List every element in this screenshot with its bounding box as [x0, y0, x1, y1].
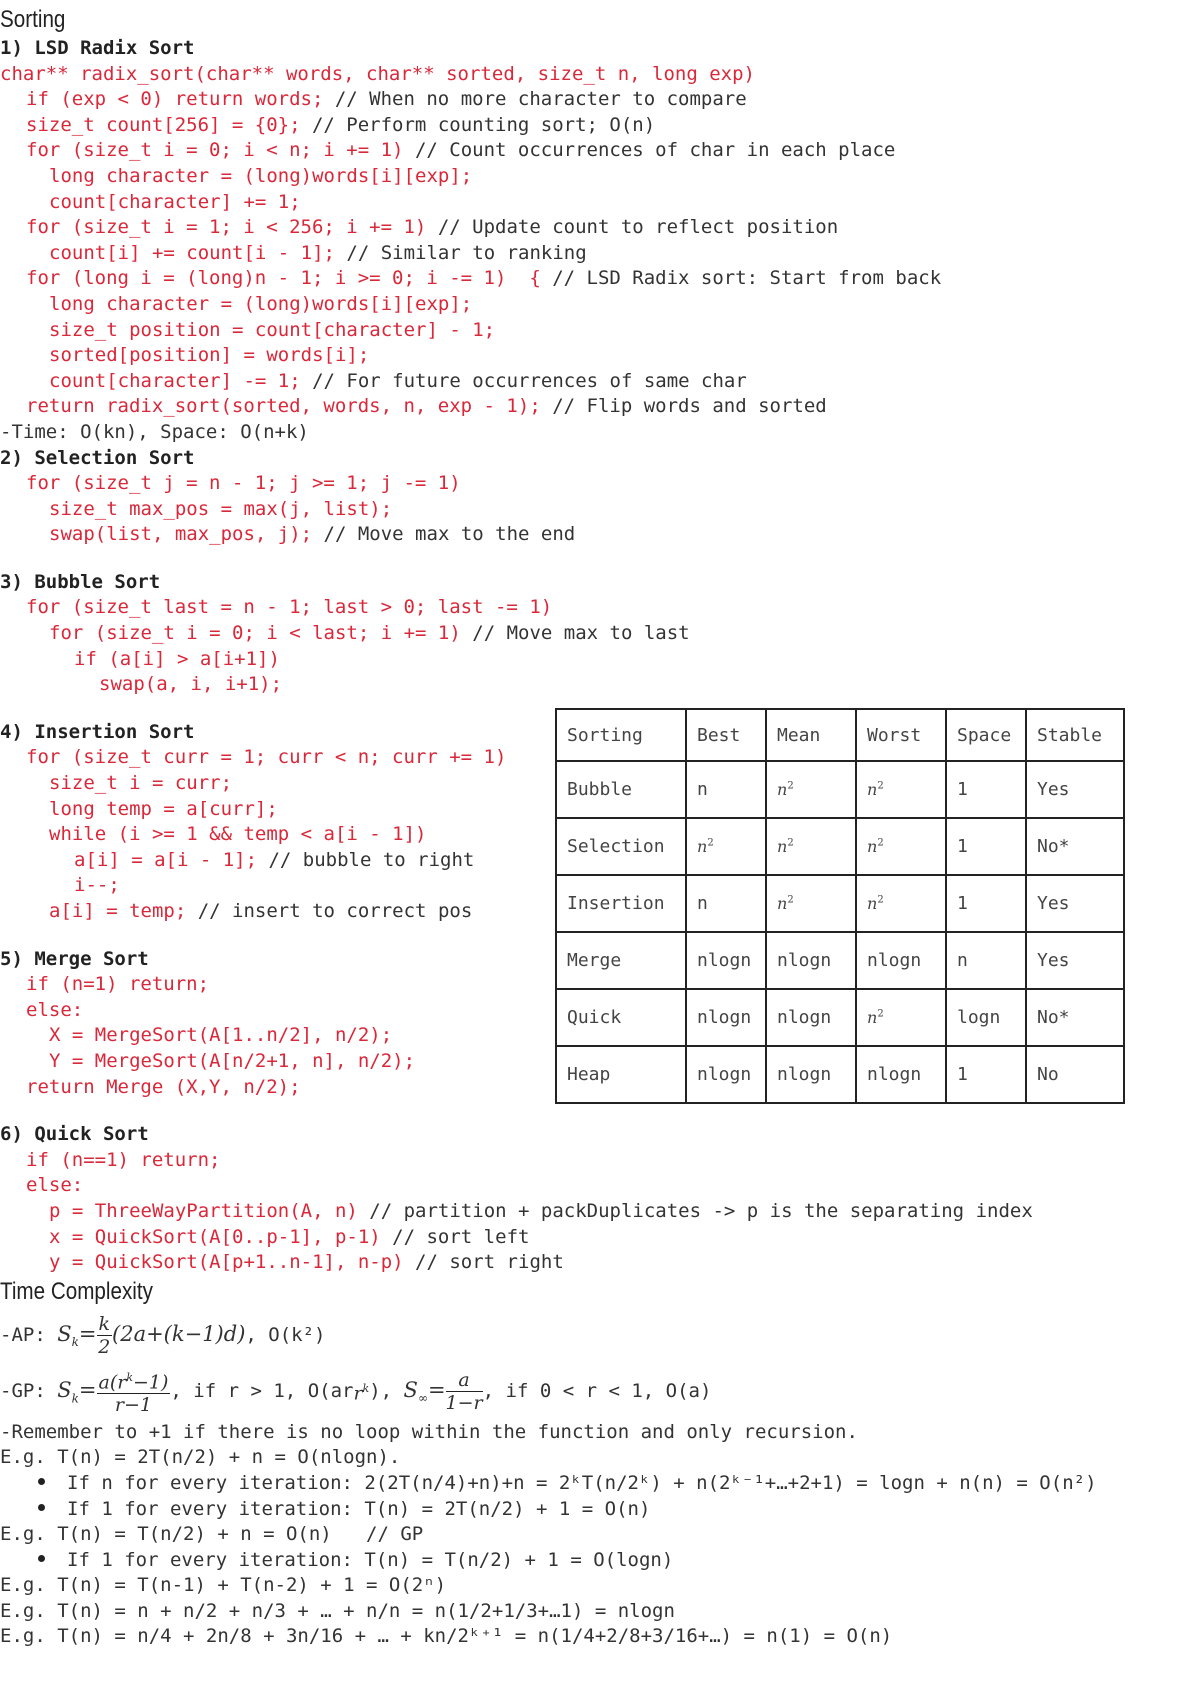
table-row	[556, 761, 1124, 818]
code-line	[0, 595, 1200, 621]
code-comment: // Update count to reflect position	[426, 216, 839, 239]
code-text: else:	[26, 998, 84, 1021]
code-line	[0, 190, 1200, 216]
table-cell: $n^2$	[856, 989, 946, 1046]
code-text: sorted[position] = words[i];	[49, 344, 370, 367]
ap-formula: $S_k=$ $\frac{k}{2}$ (2a+(k−1)d)	[57, 1313, 246, 1359]
table-cell: $n^2$	[856, 818, 946, 875]
page-title: Sorting	[0, 6, 66, 33]
code-line	[0, 1148, 1200, 1174]
code-comment: // Perform counting sort; O(n)	[300, 113, 656, 136]
code-text: if (a[i] > a[i+1])	[74, 647, 280, 670]
bullet-item: If 1 for every iteration: T(n) = 2T(n/2) + 1 = O(n)	[0, 1497, 1200, 1523]
gp-formula-finite: $S_k=$ $\frac{a(r^k-1)}{r-1}$	[57, 1367, 170, 1416]
code-comment: // Count occurrences of char in each place	[403, 139, 896, 162]
example-5: E.g. T(n) = n/4 + 2n/8 + 3n/16 + … + kn/2ᵏ⁺¹ = n(1/4+2/8+3/16+…) = n(1) = O(n)	[0, 1625, 893, 1648]
code-text: for (size_t j = n - 1; j >= 1; j -= 1)	[26, 472, 461, 495]
code-text: swap(a, i, i+1);	[99, 673, 283, 696]
code-text: size_t max_pos = max(j, list);	[49, 497, 393, 520]
code-text: return radix_sort(sorted, words, n, exp - 1);	[26, 395, 541, 418]
table-header-cell: Worst	[856, 709, 946, 761]
table-cell: logn	[946, 989, 1026, 1046]
code-line	[0, 369, 1200, 395]
code-text: for (size_t i = 0; i < last; i += 1)	[49, 622, 461, 645]
table-cell: No*	[1026, 989, 1124, 1046]
table-cell: Selection	[556, 818, 686, 875]
table-cell: Quick	[556, 989, 686, 1046]
table-cell: nlogn	[686, 1046, 766, 1103]
complexity-table	[555, 708, 1125, 1104]
bullet-icon	[38, 1504, 45, 1511]
time-complexity-heading: Time Complexity	[0, 1277, 153, 1305]
table-row	[556, 1046, 1124, 1103]
code-line	[0, 621, 1200, 647]
table-cell: Yes	[1026, 875, 1124, 932]
code-text: a[i] = a[i - 1];	[74, 848, 258, 871]
code-line	[0, 62, 1200, 88]
code-line	[0, 522, 1200, 548]
code-text: y = QuickSort(A[p+1..n-1], n-p)	[49, 1251, 404, 1274]
table-cell: No*	[1026, 818, 1124, 875]
section-heading-bubble: 3) Bubble Sort	[0, 570, 161, 593]
ap-formula-row	[0, 1308, 1200, 1364]
code-text: if (exp < 0) return words;	[26, 88, 324, 111]
code-block-quick	[0, 1148, 1200, 1276]
code-comment: // Flip words and sorted	[540, 395, 827, 418]
table-cell: Merge	[556, 932, 686, 989]
code-text: x = QuickSort(A[0..p-1], p-1)	[49, 1225, 381, 1248]
table-header-cell: Space	[946, 709, 1026, 761]
code-line	[0, 647, 1200, 673]
table-row	[556, 875, 1124, 932]
code-text: for (size_t curr = 1; curr < n; curr += 1)	[26, 746, 507, 769]
code-line	[0, 87, 1200, 113]
code-text: size_t position = count[character] - 1;	[49, 318, 496, 341]
table-cell: nlogn	[856, 1046, 946, 1103]
example-3: E.g. T(n) = T(n-1) + T(n-2) + 1 = O(2ⁿ)	[0, 1574, 447, 1597]
code-line	[0, 672, 1200, 698]
code-line	[0, 241, 1200, 267]
code-line	[0, 394, 1200, 420]
code-line	[0, 471, 1200, 497]
code-line	[0, 1250, 1200, 1276]
code-text: size_t i = curr;	[49, 772, 233, 795]
table-cell: nlogn	[686, 932, 766, 989]
table-header-cell: Sorting	[556, 709, 686, 761]
table-cell: nlogn	[766, 1046, 856, 1103]
section-heading-radix: 1) LSD Radix Sort	[0, 37, 195, 59]
ap-complexity: , O(k²)	[245, 1323, 326, 1346]
code-comment: // When no more character to compare	[323, 88, 747, 111]
section-heading-quick: 6) Quick Sort	[0, 1123, 149, 1146]
table-row	[556, 932, 1124, 989]
code-line	[0, 1225, 1200, 1251]
section-heading-insertion: 4) Insertion Sort	[0, 720, 195, 743]
example-4: E.g. T(n) = n + n/2 + n/3 + … + n/n = n(1/2+1/3+…1) = nlogn	[0, 1599, 675, 1622]
table-cell: nlogn	[856, 932, 946, 989]
table-cell: 1	[946, 875, 1026, 932]
code-text: i--;	[74, 874, 120, 897]
table-cell: n	[946, 932, 1026, 989]
section-heading-merge: 5) Merge Sort	[0, 947, 149, 970]
table-cell: n	[686, 761, 766, 818]
code-line	[0, 292, 1200, 318]
code-line	[0, 343, 1200, 369]
code-block-bubble	[0, 595, 1200, 697]
table-cell: nlogn	[686, 989, 766, 1046]
code-comment: // bubble to right	[257, 848, 475, 871]
code-comment: // partition + packDuplicates -> p is the separating index	[357, 1199, 1033, 1222]
section-heading-selection: 2) Selection Sort	[0, 446, 195, 469]
table-cell: $n^2$	[766, 761, 856, 818]
code-line	[0, 318, 1200, 344]
code-comment: // Similar to ranking	[334, 241, 587, 264]
code-text: Y = MergeSort(A[n/2+1, n], n/2);	[49, 1049, 416, 1072]
table-header-cell: Mean	[766, 709, 856, 761]
code-text: char** radix_sort(char** words, char** sorted, size_t n, long exp)	[0, 62, 755, 85]
code-line	[0, 164, 1200, 190]
code-line	[0, 138, 1200, 164]
code-text: long character = (long)words[i][exp];	[49, 292, 473, 315]
code-text: for (size_t i = 1; i < 256; i += 1)	[26, 216, 427, 239]
code-text: X = MergeSort(A[1..n/2], n/2);	[49, 1024, 393, 1047]
code-line	[0, 113, 1200, 139]
table-header-cell: Stable	[1026, 709, 1124, 761]
gp-formula-infinite: $S_\infty=$ $\frac{a}{1-r}$	[403, 1369, 483, 1415]
code-comment: // For future occurrences of same char	[300, 369, 747, 392]
table-cell: nlogn	[766, 932, 856, 989]
code-line	[0, 266, 1200, 292]
code-text: for (size_t i = 0; i < n; i += 1)	[26, 139, 404, 162]
code-text: size_t count[256] = {0};	[26, 113, 301, 136]
table-cell: 1	[946, 1046, 1026, 1103]
code-comment: // insert to correct pos	[186, 900, 473, 922]
table-cell: Bubble	[556, 761, 686, 818]
code-comment: // Move max to the end	[312, 523, 576, 546]
code-comment: // LSD Radix sort: Start from back	[540, 267, 942, 290]
code-text: count[character] -= 1;	[49, 369, 301, 392]
table-cell: No	[1026, 1046, 1124, 1103]
gp-label: -GP:	[0, 1379, 46, 1402]
bullet-item: If 1 for every iteration: T(n) = T(n/2) + 1 = O(logn)	[0, 1548, 1200, 1574]
table-cell: Heap	[556, 1046, 686, 1103]
code-block-radix	[0, 62, 1200, 420]
code-line	[0, 1173, 1200, 1199]
bullet-icon	[38, 1478, 45, 1485]
table-cell: Insertion	[556, 875, 686, 932]
table-header-row	[556, 709, 1124, 761]
gp-formula-row: -GP: $S_k=$ $\frac{a(r^k-1)}{r-1}$ , if r > 1, O(ar $r^k$ ), $S_\infty=$ $\frac{a}{1-r}$ , if 0 < r < 1, O(a)	[0, 1364, 1200, 1420]
table-cell: Yes	[1026, 761, 1124, 818]
table-header-cell: Best	[686, 709, 766, 761]
bullet-icon	[38, 1555, 45, 1562]
table-cell: 1	[946, 818, 1026, 875]
table-cell: $n^2$	[856, 761, 946, 818]
code-text: if (n==1) return;	[26, 1148, 221, 1171]
table-cell: n	[686, 875, 766, 932]
code-text: count[i] += count[i - 1];	[49, 241, 335, 264]
code-text: return Merge (X,Y, n/2);	[26, 1075, 301, 1098]
code-comment: // sort left	[380, 1225, 530, 1248]
code-text: for (size_t last = n - 1; last > 0; last -= 1)	[26, 596, 553, 619]
code-text: p = ThreeWayPartition(A, n)	[49, 1199, 358, 1222]
code-text: while (i >= 1 && temp < a[i - 1])	[49, 823, 427, 846]
bullet-item: If n for every iteration: 2(2T(n/4)+n)+n = 2ᵏT(n/2ᵏ) + n(2ᵏ⁻¹+…+2+1) = logn + n(n) = O(n²)	[0, 1471, 1200, 1497]
radix-complexity: -Time: O(kn), Space: O(n+k)	[0, 420, 309, 443]
code-text: long character = (long)words[i][exp];	[49, 164, 473, 187]
table-cell: nlogn	[766, 989, 856, 1046]
code-text: long temp = a[curr];	[49, 797, 278, 820]
code-text: a[i] = temp;	[49, 900, 187, 922]
table-row	[556, 989, 1124, 1046]
gp-cond1: , if r > 1, O(ar	[170, 1379, 354, 1402]
table-cell: $n^2$	[856, 875, 946, 932]
code-text: else:	[26, 1174, 84, 1197]
code-block-selection	[0, 471, 1200, 548]
code-comment: // sort right	[403, 1251, 564, 1274]
table-cell: $n^2$	[686, 818, 766, 875]
code-line	[0, 215, 1200, 241]
code-line	[0, 497, 1200, 523]
remember-note: -Remember to +1 if there is no loop within the function and only recursion.	[0, 1420, 858, 1443]
table-cell: $n^2$	[766, 818, 856, 875]
table-cell: Yes	[1026, 932, 1124, 989]
gp-cond2: , if 0 < r < 1, O(a)	[482, 1379, 712, 1402]
table-row	[556, 818, 1124, 875]
code-line	[0, 1199, 1200, 1225]
table-cell: $n^2$	[766, 875, 856, 932]
code-text: if (n=1) return;	[26, 973, 210, 996]
ap-label: -AP:	[0, 1323, 46, 1346]
code-text: for (long i = (long)n - 1; i >= 0; i -= 1) {	[26, 267, 541, 290]
table-cell: 1	[946, 761, 1026, 818]
code-text: swap(list, max_pos, j);	[49, 523, 313, 546]
code-comment: // Move max to last	[460, 622, 690, 645]
example-1: E.g. T(n) = 2T(n/2) + n = O(nlogn).	[0, 1446, 401, 1469]
code-text: count[character] += 1;	[49, 190, 301, 213]
example-2: E.g. T(n) = T(n/2) + n = O(n) // GP	[0, 1523, 424, 1546]
